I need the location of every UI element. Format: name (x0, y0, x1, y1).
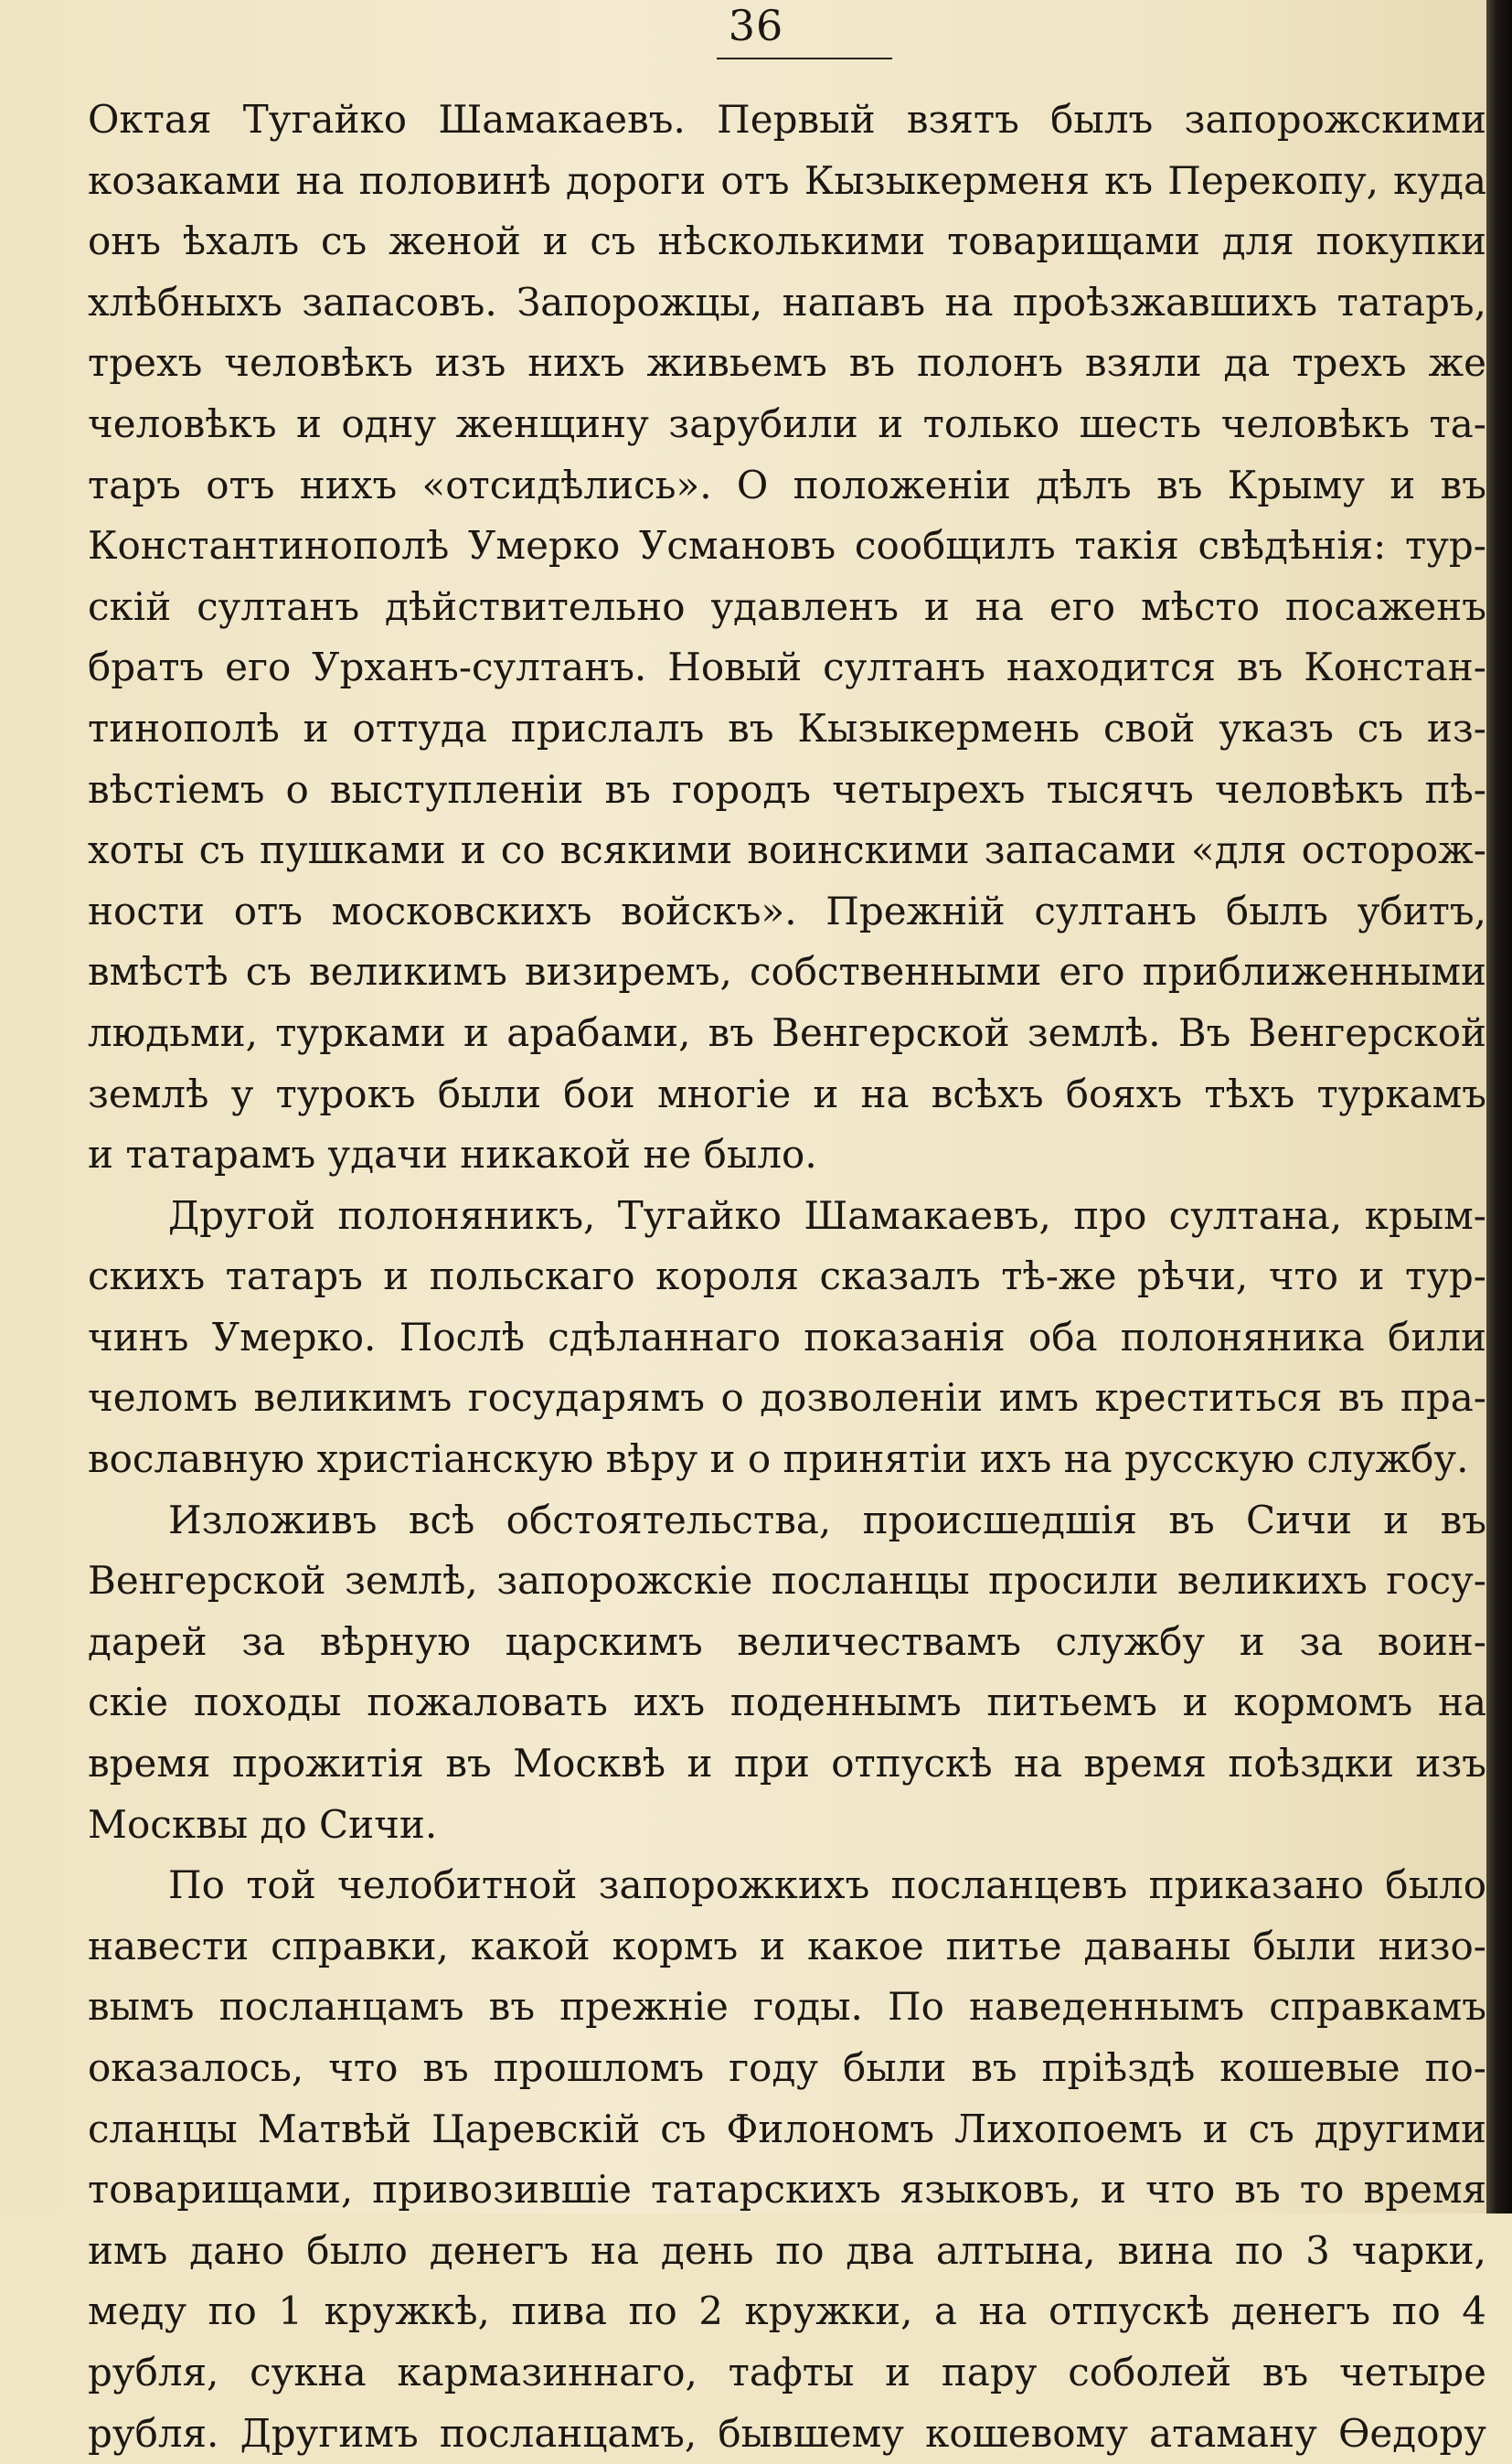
text-line: тинополѣ и оттуда прислалъ въ Кызыкермень свой указъ съ из- (88, 705, 1486, 751)
text-line: вѣстіемъ о выступленіи въ городъ четырехъ тысячъ человѣкъ пѣ- (88, 766, 1486, 812)
text-line: Другой полоняникъ, Тугайко Шамакаевъ, про султана, крым- (168, 1192, 1486, 1238)
text-line: Октая Тугайко Шамакаевъ. Первый взятъ былъ запорожскими (88, 97, 1486, 142)
text-line: дарей за вѣрную царскимъ величествамъ службу и за воин- (88, 1618, 1486, 1664)
text-line: рубля. Другимъ посланцамъ, бывшему кошевому атаману Ѳедору (88, 2410, 1486, 2456)
text-line: сланцы Матвѣй Царевскій съ Филономъ Лихопоемъ и съ другими (88, 2106, 1486, 2151)
page-number: 36 (728, 1, 784, 50)
text-line: ности отъ московскихъ войскъ». Прежній султанъ былъ убитъ, (88, 888, 1486, 933)
body-text (88, 90, 1486, 2464)
text-line: оказалось, что въ прошломъ году были въ пріѣздѣ кошевые по- (88, 2045, 1486, 2090)
text-line: Константинополѣ Умерко Усмановъ сообщилъ такія свѣдѣнія: тур- (88, 523, 1486, 569)
text-line: хоты съ пушками и со всякими воинскими запасами «для осторож- (88, 827, 1486, 873)
text-line: трехъ человѣкъ изъ нихъ живьемъ въ полонъ взяли да трехъ же (88, 340, 1486, 386)
text-line: чинъ Умерко. Послѣ сдѣланнаго показанія оба полоняника били (88, 1314, 1486, 1360)
text-line: землѣ у турокъ были бои многіе и на всѣхъ бояхъ тѣхъ туркамъ (88, 1071, 1486, 1116)
text-line: Венгерской землѣ, запорожскіе посланцы просили великихъ госу- (88, 1558, 1486, 1604)
text-line: время прожитія въ Москвѣ и при отпускѣ на время поѣздки изъ (88, 1741, 1486, 1787)
text-line: человѣкъ и одну женщину зарубили и только шесть человѣкъ та- (88, 400, 1486, 446)
text-line: товарищами, привозившіе татарскихъ языковъ, и что въ то время (88, 2167, 1486, 2213)
text-line: челомъ великимъ государямъ о дозволеніи имъ креститься въ пра- (88, 1375, 1486, 1421)
book-binding-edge (1486, 0, 1512, 2213)
text-line: имъ дано было денегъ на день по два алтына, вина по 3 чарки, (88, 2227, 1486, 2273)
text-line: меду по 1 кружкѣ, пива по 2 кружки, а на отпускѣ денегъ по 4 (88, 2288, 1486, 2334)
text-line: козаками на половинѣ дороги отъ Кызыкерменя къ Перекопу, куда (88, 157, 1486, 203)
text-line: вымъ посланцамъ въ прежніе годы. По наведеннымъ справкамъ (88, 1984, 1486, 2030)
text-line: людьми, турками и арабами, въ Венгерской землѣ. Въ Венгерской (88, 1009, 1486, 1055)
text-line: скихъ татаръ и польскаго короля сказалъ тѣ-же рѣчи, что и тур- (88, 1253, 1486, 1299)
text-line: братъ его Урханъ-султанъ. Новый султанъ находится въ Констан- (88, 645, 1486, 690)
header-rule (717, 58, 892, 59)
text-line: рубля, сукна кармазиннаго, тафты и пару соболей въ четыре (88, 2349, 1486, 2395)
text-line: Изложивъ всѣ обстоятельства, происшедшія въ Сичи и въ (168, 1497, 1486, 1542)
text-line: онъ ѣхалъ съ женой и съ нѣсколькими товарищами для покупки (88, 219, 1486, 264)
text-line: навести справки, какой кормъ и какое питье даваны были низо- (88, 1923, 1486, 1968)
text-line: вмѣстѣ съ великимъ визиремъ, собственными его приближенными (88, 949, 1486, 995)
text-line: По той челобитной запорожкихъ посланцевъ приказано было (168, 1862, 1486, 1908)
text-line: таръ отъ нихъ «отсидѣлись». О положеніи дѣлъ въ Крыму и въ (88, 462, 1486, 507)
text-line: скій султанъ дѣйствительно удавленъ и на его мѣсто посаженъ (88, 583, 1486, 629)
text-line: вославную христіанскую вѣру и о принятіи ихъ на русскую службу. (88, 1436, 1469, 1482)
text-line: и татарамъ удачи никакой не было. (88, 1132, 817, 1178)
text-line: Москвы до Сичи. (88, 1801, 438, 1847)
text-line: хлѣбныхъ запасовъ. Запорожцы, напавъ на проѣзжавшихъ татаръ, (88, 279, 1486, 325)
text-line: скіе походы пожаловать ихъ поденнымъ питьемъ и кормомъ на (88, 1680, 1486, 1725)
